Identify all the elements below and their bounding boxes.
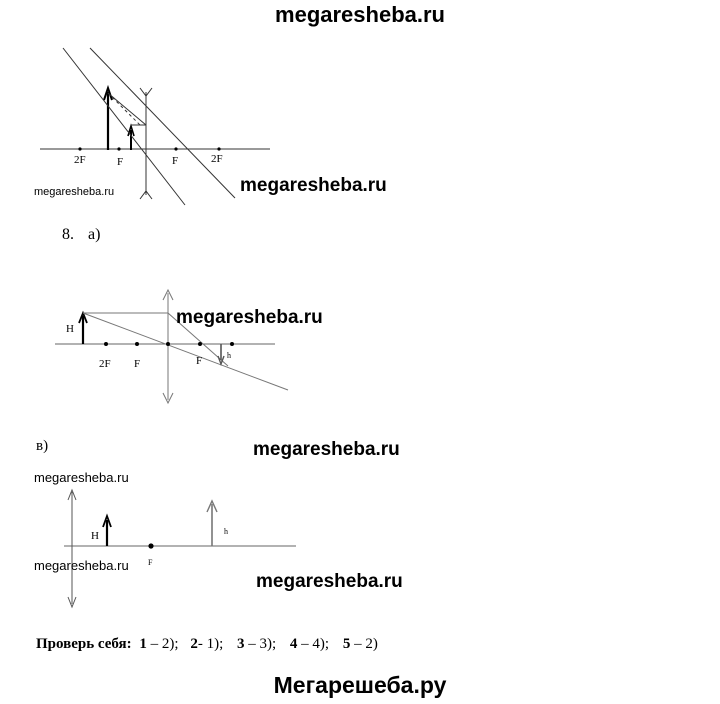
check-item-5-rest: – 2) [350, 636, 378, 652]
fig3-label-F: F [148, 558, 153, 567]
fig1-ray-3 [108, 93, 146, 125]
check-item-2-num: 2 [190, 636, 198, 652]
part-v-label: в) [36, 438, 49, 454]
fig1-point-f-right [174, 147, 177, 150]
fig2-point-center [166, 342, 170, 346]
fig2-label-h: h [227, 351, 231, 360]
check-yourself-title: Проверь себя: [36, 636, 132, 652]
watermark-fig3-small-top: megaresheba.ru [34, 470, 129, 485]
fig1-label-2f-left: 2F [74, 154, 86, 166]
check-item-4-num: 4 [289, 636, 298, 652]
fig2-point-2f-left [104, 342, 108, 346]
figure1-diverging-lens-diagram [40, 48, 270, 205]
fig2-label-f-left: F [134, 358, 141, 370]
check-yourself-line [36, 636, 378, 653]
fig1-ray-1 [63, 48, 185, 205]
fig3-label-h: h [224, 527, 228, 536]
fig2-point-f-left [135, 342, 139, 346]
watermark-bottom: Мегарешеба.ру [273, 672, 447, 698]
fig2-point-f-right [198, 342, 202, 346]
fig1-label-f-left: F [117, 156, 124, 168]
check-item-2-rest: - 1); [197, 636, 224, 652]
watermark-fig1-overlay: megaresheba.ru [240, 175, 387, 196]
check-item-4-rest: – 4); [297, 636, 330, 652]
check-item-1-rest: – 2); [146, 636, 179, 652]
watermark-top: megaresheba.ru [275, 2, 445, 27]
fig3-label-H: H [91, 530, 99, 542]
fig1-point-2f-left [78, 147, 81, 150]
problem-number: 8. [62, 226, 74, 243]
fig2-point-2f-right [230, 342, 234, 346]
fig3-point-f [148, 543, 153, 548]
check-item-5-num: 5 [342, 636, 351, 652]
part-a-label: а) [88, 226, 101, 243]
watermark-fig1-small: megaresheba.ru [34, 186, 115, 198]
fig1-point-f-left [117, 147, 120, 150]
fig2-label-2f-left: 2F [99, 358, 111, 370]
fig1-point-2f-right [217, 147, 220, 150]
fig1-label-2f-right: 2F [211, 153, 223, 165]
check-item-1-num: 1 [139, 636, 147, 652]
watermark-fig3-small-bottom: megaresheba.ru [34, 558, 129, 573]
check-item-3-rest: – 3); [244, 636, 277, 652]
watermark-fig3-above: megaresheba.ru [253, 439, 400, 460]
fig2-label-H: H [66, 323, 74, 335]
watermark-fig3-overlay: megaresheba.ru [256, 571, 403, 592]
fig1-label-f-right: F [172, 155, 179, 167]
check-item-3-num: 3 [237, 636, 245, 652]
watermark-fig2-overlay: megaresheba.ru [176, 307, 323, 328]
fig1-ray-dashed [108, 93, 140, 125]
fig2-label-f-right: F [196, 355, 203, 367]
